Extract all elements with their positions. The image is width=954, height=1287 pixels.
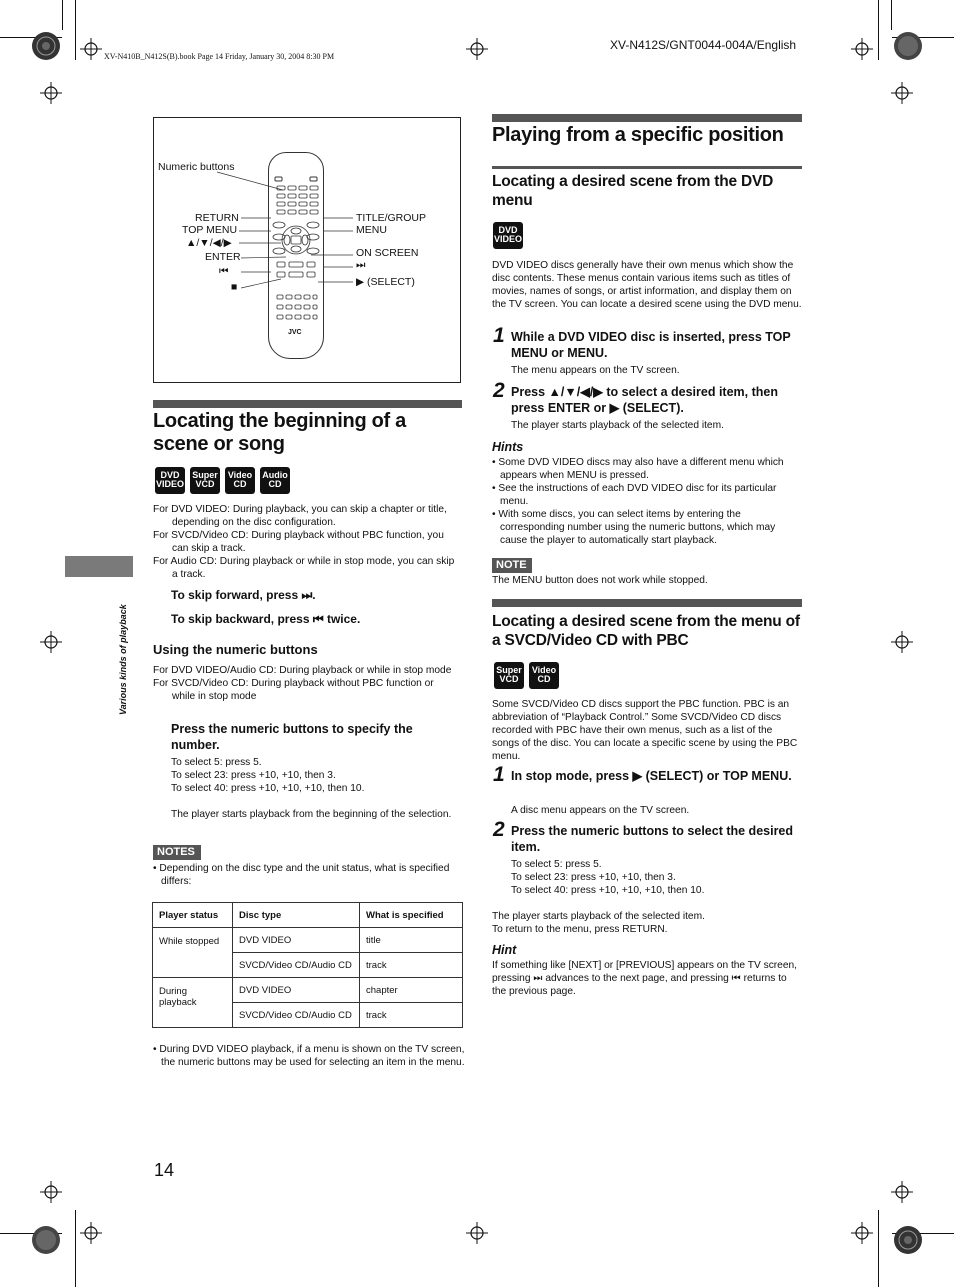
remote-brand: JVC: [288, 329, 302, 336]
numeric-result: The player starts playback from the beginning of the selection.: [171, 809, 452, 820]
book-info: XV-N410B_N412S(B).book Page 14 Friday, January 30, 2004 8:30 PM: [104, 52, 335, 61]
label-on-screen: ON SCREEN: [356, 247, 419, 259]
table-cell: chapter: [360, 978, 463, 1003]
skip-backward-instruction: To skip backward, press ⏮ twice.: [171, 612, 361, 626]
step-instruction: In stop mode, press ▶ (SELECT) or TOP MENU.: [511, 769, 792, 783]
hint-text: See the instructions of each DVD VIDEO disc for its particular menu.: [498, 483, 777, 507]
registration-mark-icon: [80, 1222, 102, 1244]
dvd-video-logo: [155, 467, 185, 494]
step-result: The menu appears on the TV screen.: [511, 365, 680, 376]
table-cell: DVD VIDEO: [233, 978, 360, 1003]
heading-rule: [153, 400, 462, 408]
subheading-svcd-menu: Locating a desired scene from the menu of a SVCD/Video CD with PBC: [492, 613, 800, 649]
subheading-rule: [492, 166, 802, 169]
hint-heading: Hint: [492, 943, 517, 957]
example-line: To select 5: press 5.: [511, 859, 602, 870]
table-header: Player status: [153, 903, 233, 928]
logo-text: Video: [531, 665, 557, 675]
registration-mark-icon: [40, 1181, 62, 1203]
heading-playing-specific: Playing from a specific position: [492, 124, 784, 146]
step-instruction: While a DVD VIDEO disc is inserted, press TOP MENU or MENU.: [511, 330, 791, 360]
color-target-icon: [893, 31, 923, 61]
intro-line: For Audio CD: During playback or while in stop mode, you can skip a track.: [153, 556, 455, 580]
note-item: • Depending on the disc type and the unit status, what is specified differs:: [153, 863, 450, 887]
step-instruction: Press the numeric buttons to select the desired item.: [511, 824, 794, 854]
registration-mark-icon: [891, 631, 913, 653]
result-line: The player starts playback of the selected item.: [492, 911, 705, 922]
note-badge: NOTE: [492, 558, 531, 572]
numeric-step: Press the numeric buttons to specify the number.: [171, 722, 413, 752]
numeric-buttons-heading: Using the numeric buttons: [153, 642, 318, 657]
registration-mark-icon: [466, 1222, 488, 1244]
skip-intro: [153, 503, 462, 581]
label-stop: ■: [231, 281, 238, 293]
logo-text: CD: [537, 674, 551, 684]
registration-mark-icon: [40, 82, 62, 104]
label-previous: ⏮: [219, 265, 229, 277]
side-tab-label: Various kinds of playback: [118, 604, 128, 715]
label-top-menu: TOP MENU: [182, 224, 238, 236]
document-code: XV-N412S/GNT0044-004A/English: [610, 38, 797, 52]
example-line: To select 40: press +10, +10, +10, then 10.: [511, 885, 705, 896]
example-line: To select 5: press 5.: [171, 757, 262, 768]
example-line: To select 23: press +10, +10, then 3.: [511, 872, 676, 883]
table-cell: track: [360, 953, 463, 978]
audio-cd-logo: [260, 467, 290, 494]
video-cd-logo: [529, 662, 559, 689]
note-item: • During DVD VIDEO playback, if a menu is shown on the TV screen, the numeric buttons may be used for selecting an item in the menu.: [153, 1044, 465, 1068]
hints-list: [492, 456, 802, 547]
hints-heading: Hints: [492, 440, 524, 454]
table-cell: title: [360, 928, 463, 953]
note-text: The MENU button does not work while stopped.: [492, 575, 708, 586]
svcd-intro: Some SVCD/Video CD discs support the PBC function. PBC is an abbreviation of “Playback Control.” Some SVCD/Video CD discs recorded with PBC have their own menus, such as a list of the songs of the disc. You can locate a specific scene by using the PBC menu.: [492, 699, 798, 762]
table-row: [153, 978, 463, 1003]
svcd-results: [492, 910, 802, 936]
logo-text: Super: [496, 665, 522, 675]
numeric-examples: [171, 756, 456, 821]
spec-table: [152, 902, 463, 1028]
label-enter: ENTER: [205, 251, 241, 263]
logo-text: VIDEO: [155, 479, 184, 489]
hint-item: • Some DVD VIDEO discs may also have a different menu which appears when MENU is pressed.: [492, 457, 784, 481]
label-return: RETURN: [195, 212, 239, 224]
heading-rule: [492, 599, 802, 607]
subheading-dvd-menu: Locating a desired scene from the DVD menu: [492, 173, 774, 209]
side-tab-bar: [65, 556, 133, 577]
logo-text: Audio: [262, 470, 288, 480]
registration-mark-icon: [40, 631, 62, 653]
svcd-examples: [511, 858, 801, 897]
logo-text: CD: [268, 479, 282, 489]
intro-line: For SVCD/Video CD: During playback without PBC function, you can skip a track.: [153, 530, 444, 554]
hint-text: If something like [NEXT] or [PREVIOUS] appears on the TV screen, pressing ⏭ advances to the next page, and pressing ⏮ returns to the previous page.: [492, 960, 798, 997]
label-title-group: TITLE/GROUP: [356, 212, 427, 224]
step-number: 2: [493, 379, 505, 402]
hint-item: • See the instructions of each DVD VIDEO disc for its particular menu.: [492, 483, 777, 507]
label-select: ▶ (SELECT): [356, 276, 415, 288]
logo-text: VIDEO: [493, 234, 522, 244]
step-result: A disc menu appears on the TV screen.: [511, 805, 690, 816]
hint-text: With some discs, you can select items by entering the corresponding number using the numeric buttons, which may cause the player to automatically start playback.: [498, 509, 776, 546]
logo-text: Video: [227, 470, 253, 480]
super-vcd-logo: [494, 662, 524, 689]
hint-item: • With some discs, you can select items by entering the corresponding number using the numeric buttons, which may cause the player to automatically start playback.: [492, 509, 776, 546]
example-line: To select 40: press +10, +10, +10, then 10.: [171, 783, 365, 794]
result-line: To return to the menu, press RETURN.: [492, 924, 668, 935]
numeric-intro: [153, 664, 458, 703]
logo-text: CD: [233, 479, 247, 489]
color-target-icon: [31, 31, 61, 61]
skip-forward-instruction: To skip forward, press ⏭.: [171, 588, 316, 602]
step-number: 1: [493, 763, 505, 786]
intro-line: For SVCD/Video CD: During playback without PBC function or while in stop mode: [153, 678, 434, 702]
table-cell: While stopped: [153, 928, 233, 978]
label-next: ⏭: [356, 259, 366, 271]
logo-text: VCD: [499, 674, 519, 684]
hint-text: Some DVD VIDEO discs may also have a different menu which appears when MENU is pressed.: [498, 457, 784, 481]
table-cell: track: [360, 1003, 463, 1028]
page-number: 14: [154, 1160, 175, 1180]
notes-badge: NOTES: [153, 845, 199, 859]
super-vcd-logo: [190, 467, 220, 494]
video-cd-logo: [225, 467, 255, 494]
table-cell: During playback: [153, 978, 233, 1028]
registration-mark-icon: [851, 38, 873, 60]
intro-line: For DVD VIDEO/Audio CD: During playback or while in stop mode: [153, 665, 452, 676]
label-numeric-buttons: Numeric buttons: [158, 161, 235, 173]
heading-locating-beginning: Locating the beginning of a scene or song: [153, 410, 406, 455]
table-cell: SVCD/Video CD/Audio CD: [233, 1003, 360, 1028]
logo-text: DVD: [498, 225, 518, 235]
registration-mark-icon: [851, 1222, 873, 1244]
intro-line: For DVD VIDEO: During playback, you can skip a chapter or title, depending on the disc configuration.: [153, 504, 447, 528]
note-text: Depending on the disc type and the unit status, what is specified differs:: [159, 863, 450, 887]
label-arrows: ▲/▼/◀/▶: [186, 237, 232, 249]
logo-text: Super: [192, 470, 218, 480]
step-instruction: Press ▲/▼/◀/▶ to select a desired item, then press ENTER or ▶ (SELECT).: [511, 385, 778, 415]
dvd-video-logo: [493, 222, 523, 249]
step-number: 2: [493, 818, 505, 841]
example-line: To select 23: press +10, +10, then 3.: [171, 770, 336, 781]
step-result: The player starts playback of the selected item.: [511, 420, 724, 431]
table-cell: SVCD/Video CD/Audio CD: [233, 953, 360, 978]
registration-mark-icon: [891, 1181, 913, 1203]
label-menu: MENU: [356, 224, 387, 236]
table-row: [153, 928, 463, 953]
note-text: During DVD VIDEO playback, if a menu is shown on the TV screen, the numeric buttons may be used for selecting an item in the menu.: [159, 1044, 465, 1068]
table-header: Disc type: [233, 903, 360, 928]
logo-text: VCD: [195, 479, 215, 489]
heading-rule: [492, 114, 802, 122]
color-target-icon: [893, 1225, 923, 1255]
table-header: What is specified: [360, 903, 463, 928]
table-header-row: [153, 903, 463, 928]
table-cell: DVD VIDEO: [233, 928, 360, 953]
dvd-menu-intro: DVD VIDEO discs generally have their own menus which show the disc contents. These menus contain various items such as titles of movies, names of songs, or artist information, and display them on the TV screen. You can locate a desired scene using the DVD menu.: [492, 260, 802, 310]
logo-text: DVD: [160, 470, 180, 480]
registration-mark-icon: [80, 38, 102, 60]
registration-mark-icon: [891, 82, 913, 104]
registration-mark-icon: [466, 38, 488, 60]
color-target-icon: [31, 1225, 61, 1255]
step-number: 1: [493, 324, 505, 347]
